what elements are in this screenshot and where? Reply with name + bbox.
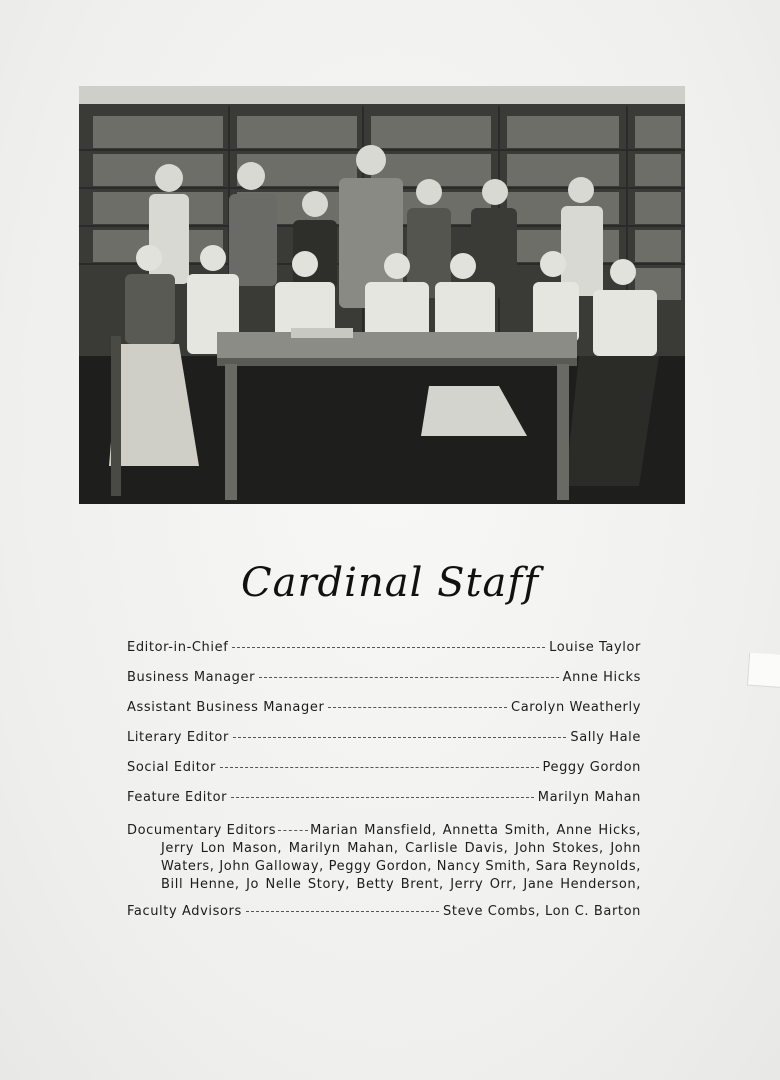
documentary-names: Bill Henne, Jo Nelle Story, Betty Brent, Jerry Orr, Jane Henderson, (161, 877, 641, 892)
staff-row (127, 640, 641, 670)
documentary-names: Waters, John Galloway, Peggy Gordon, Nancy Smith, Sara Reynolds, (161, 859, 641, 874)
dotted-leader (220, 767, 539, 768)
documentary-names: Jerry Lon Mason, Marilyn Mahan, Carlisle Davis, John Stokes, John (161, 841, 641, 856)
staff-row (127, 730, 641, 760)
documentary-names: Marian Mansfield, Annetta Smith, Anne Hicks, (310, 823, 641, 838)
documentary-editors (127, 822, 641, 894)
dotted-leader (278, 830, 308, 831)
staff-role: Assistant Business Manager (127, 700, 325, 715)
staff-row (127, 700, 641, 730)
dotted-leader (328, 707, 507, 708)
staff-row (127, 670, 641, 700)
staff-name: Steve Combs, Lon C. Barton (443, 904, 641, 919)
staff-role: Social Editor (127, 760, 216, 775)
dotted-leader (233, 737, 566, 738)
dotted-leader (231, 797, 534, 798)
staff-roster (127, 640, 641, 934)
dotted-leader (246, 911, 439, 912)
dotted-leader (232, 647, 545, 648)
staff-name: Sally Hale (570, 730, 641, 745)
staff-role: Literary Editor (127, 730, 229, 745)
paper-tab (747, 653, 780, 689)
staff-row (127, 790, 641, 820)
staff-row (127, 760, 641, 790)
staff-role: Documentary Editors (127, 823, 277, 838)
staff-name: Louise Taylor (549, 640, 641, 655)
staff-role: Feature Editor (127, 790, 228, 805)
staff-name: Marilyn Mahan (537, 790, 641, 805)
staff-name: Anne Hicks (562, 670, 641, 685)
staff-role: Business Manager (127, 670, 256, 685)
staff-name: Carolyn Weatherly (511, 700, 641, 715)
staff-group-photo (79, 86, 685, 504)
dotted-leader (259, 677, 559, 678)
staff-row (127, 904, 641, 934)
staff-role: Faculty Advisors (127, 904, 242, 919)
staff-role: Editor-in-Chief (127, 640, 229, 655)
group-photo-icon (79, 86, 685, 504)
staff-name: Peggy Gordon (542, 760, 641, 775)
page-title: Cardinal Staff (240, 560, 540, 606)
documentary-first-line (127, 822, 641, 840)
